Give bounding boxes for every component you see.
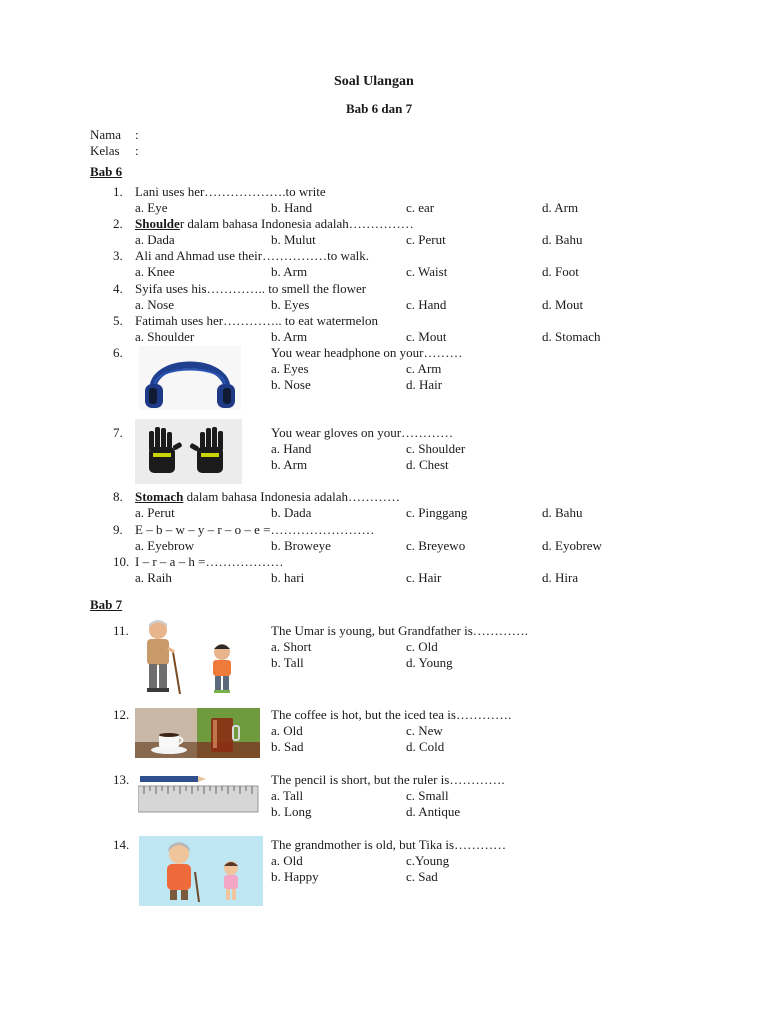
q5-option-d: d. Stomach [542,329,601,344]
q10-question: I – r – a – h =……………… [135,554,284,569]
q5-number: 5. [113,313,123,328]
q1-option-a: a. Eye [135,200,168,215]
q6-option-c: c. Arm [406,361,442,376]
q11-option-c: c. Old [406,639,438,654]
q6-option-b: b. Nose [271,377,311,392]
q11-option-b: b. Tall [271,655,304,670]
q8-option-a: a. Perut [135,505,175,520]
q9-option-b: b. Broweye [271,538,331,553]
q1-option-d: d. Arm [542,200,579,215]
q11-option-a: a. Short [271,639,312,654]
q6-option-a: a. Eyes [271,361,309,376]
q10-option-a: a. Raih [135,570,172,585]
q11-question: The Umar is young, but Grandfather is…………. [271,623,529,638]
q13-number: 13. [113,772,130,787]
q1-question: Lani uses her……………….to write [135,184,326,199]
q14-option-c: c.Young [406,853,450,868]
q7-option-d: d. Chest [406,457,449,472]
q6-question: You wear headphone on your……… [271,345,463,360]
q2-keyword: Shoulde [135,216,180,231]
page-subtitle: Bab 6 dan 7 [346,101,413,116]
q14-number: 14. [113,837,130,852]
q13-option-c: c. Small [406,788,449,803]
q3-question: Ali and Ahmad use their……………to walk. [135,248,369,263]
q10-option-c: c. Hair [406,570,442,585]
q2-question [135,216,414,232]
q8-number: 8. [113,489,123,504]
q12-number: 12. [113,707,130,722]
q2-option-a: a. Dada [135,232,175,247]
q8-option-d: d. Bahu [542,505,583,520]
q12-option-c: c. New [406,723,443,738]
page-title: Soal Ulangan [334,74,414,89]
kelas-label: Kelas [90,143,120,158]
q9-question: E – b – w – y – r – o – e =…………………… [135,522,375,537]
q8-question-text: dalam bahasa Indonesia adalah………… [183,489,400,504]
q7-option-c: c. Shoulder [406,441,466,456]
q2-option-c: c. Perut [406,232,446,247]
headphone-image [139,346,241,410]
q4-option-d: d. Mout [542,297,584,312]
q3-option-c: c. Waist [406,264,448,279]
q3-option-a: a. Knee [135,264,175,279]
q6-number: 6. [113,345,123,360]
q7-option-b: b. Arm [271,457,308,472]
q11-option-d: d. Young [406,655,453,670]
q8-question [135,489,400,505]
q1-option-b: b. Hand [271,200,313,215]
nama-colon: : [135,127,139,142]
q13-question: The pencil is short, but the ruler is…………. [271,772,505,787]
q1-option-c: c. ear [406,200,435,215]
q13-option-d: d. Antique [406,804,461,819]
q2-option-b: b. Mulut [271,232,316,247]
coffee-icedtea-image [135,708,260,758]
q13-option-b: b. Long [271,804,312,819]
q10-number: 10. [113,554,130,569]
q3-number: 3. [113,248,123,263]
kelas-colon: : [135,143,139,158]
q1-number: 1. [113,184,123,199]
q2-option-d: d. Bahu [542,232,583,247]
q3-option-b: b. Arm [271,264,308,279]
bab6-heading: Bab 6 [90,164,123,179]
q14-question: The grandmother is old, but Tika is………… [271,837,507,852]
q8-option-c: c. Pinggang [406,505,468,520]
q12-option-b: b. Sad [271,739,304,754]
q4-option-a: a. Nose [135,297,174,312]
q6-option-d: d. Hair [406,377,443,392]
q4-option-b: b. Eyes [271,297,310,312]
q3-option-d: d. Foot [542,264,579,279]
q8-keyword: Stomach [135,489,184,504]
q9-number: 9. [113,522,123,537]
pencil-ruler-image [138,774,260,816]
q12-option-a: a. Old [271,723,303,738]
nama-label: Nama [90,127,122,142]
q11-number: 11. [113,623,129,638]
q5-option-b: b. Arm [271,329,308,344]
q7-number: 7. [113,425,123,440]
q8-option-b: b. Dada [271,505,312,520]
q12-question: The coffee is hot, but the iced tea is…………. [271,707,512,722]
q7-question: You wear gloves on your………… [271,425,454,440]
q12-option-d: d. Cold [406,739,445,754]
q2-question-text: r dalam bahasa Indonesia adalah…………… [179,216,414,231]
grandfather-boy-image [138,618,242,698]
q4-question: Syifa uses his………….. to smell the flower [135,281,367,296]
bab7-heading: Bab 7 [90,597,123,612]
gloves-image [135,419,242,484]
q9-option-c: c. Breyewo [406,538,466,553]
grandmother-girl-image [139,836,263,906]
q5-question: Fatimah uses her………….. to eat watermelon [135,313,378,328]
q5-option-a: a. Shoulder [135,329,195,344]
q9-option-d: d. Eyobrew [542,538,602,553]
q14-option-d: c. Sad [406,869,438,884]
q9-option-a: a. Eyebrow [135,538,195,553]
q14-option-b: b. Happy [271,869,319,884]
q2-number: 2. [113,216,123,231]
q13-option-a: a. Tall [271,788,304,803]
q14-option-a: a. Old [271,853,303,868]
q10-option-b: b. hari [271,570,305,585]
q4-number: 4. [113,281,123,296]
q5-option-c: c. Mout [406,329,447,344]
q7-option-a: a. Hand [271,441,312,456]
q4-option-c: c. Hand [406,297,447,312]
q10-option-d: d. Hira [542,570,579,585]
